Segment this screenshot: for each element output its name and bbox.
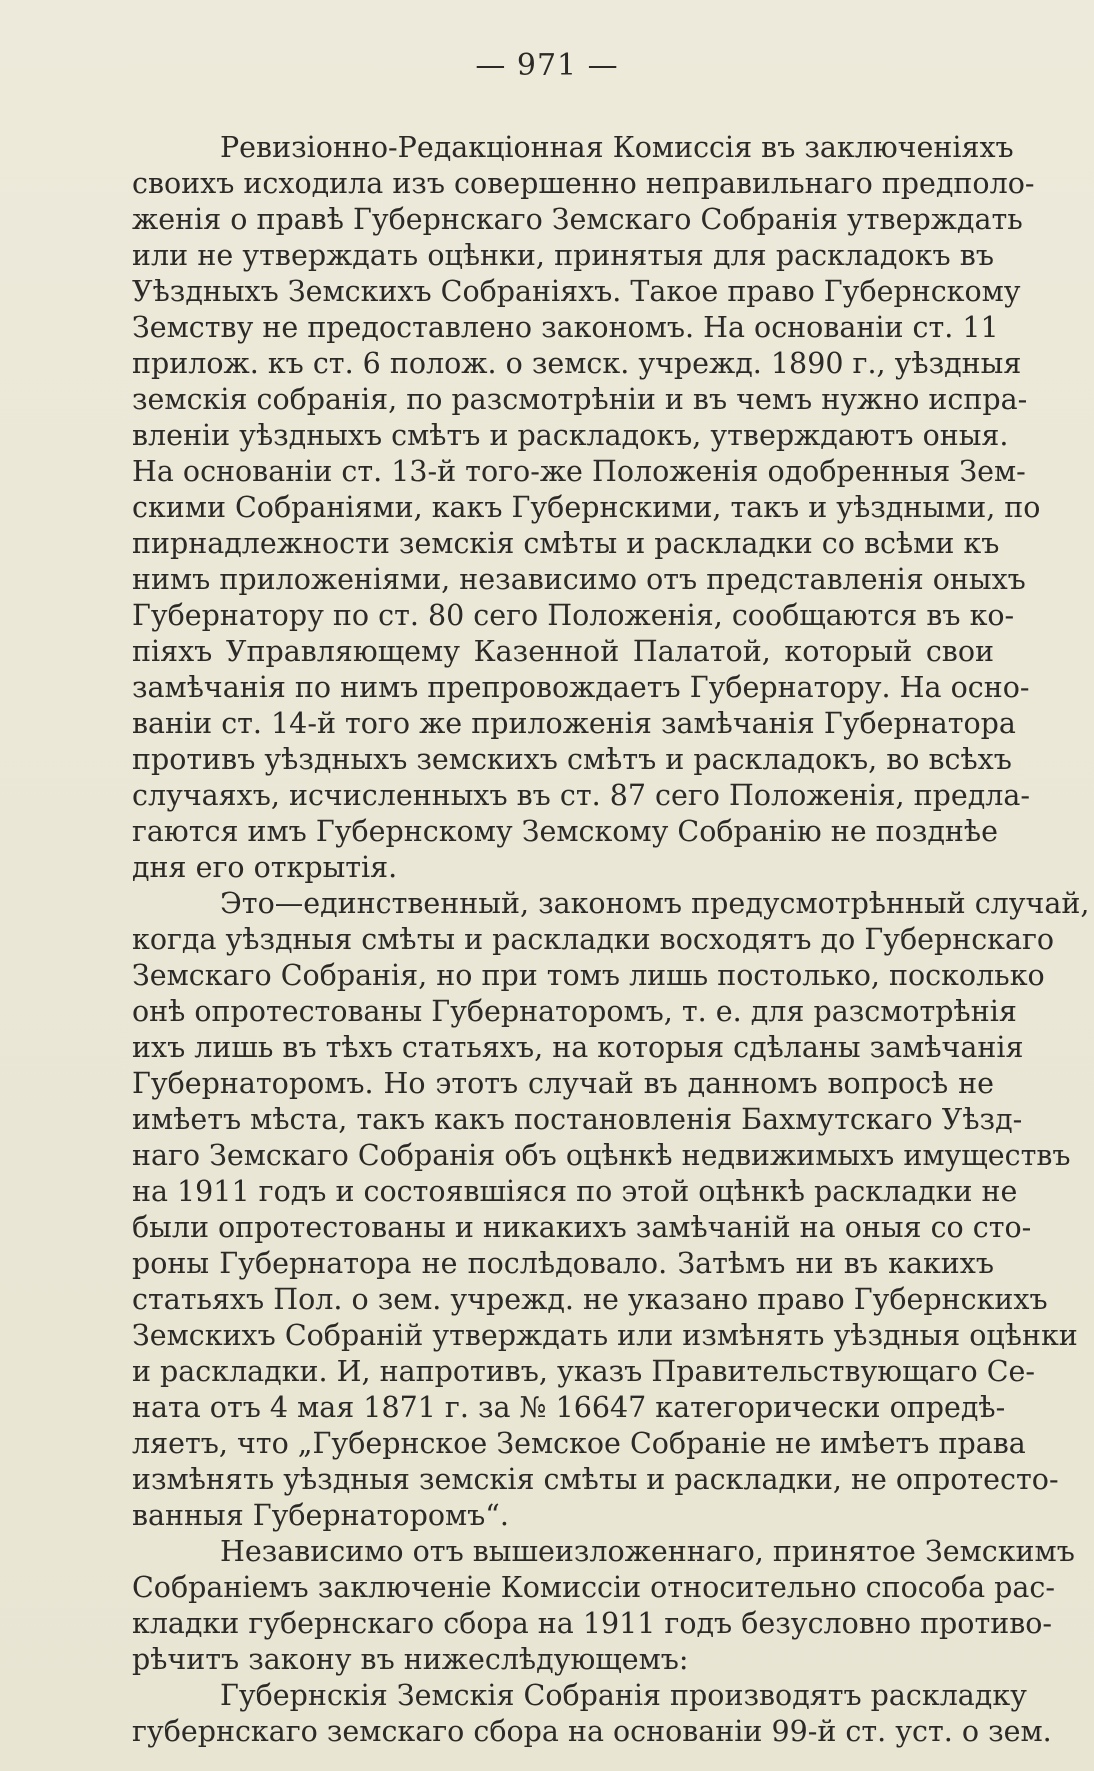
text-line: Земству не предоставлено закономъ. На основаніи ст. 11 xyxy=(132,311,999,344)
text-line: ната отъ 4 мая 1871 г. за № 16647 категорически опредѣ- xyxy=(132,1391,1006,1424)
paragraph-2 xyxy=(44,886,1090,1534)
text-line: и раскладки. И, напротивъ, указъ Правительствующаго Се- xyxy=(132,1355,1036,1388)
text-line: Собраніемъ заключеніе Комиссіи относительно способа рас- xyxy=(132,1571,1055,1604)
text-line: Губернатору по ст. 80 сего Положенія, сообщаются въ ко- xyxy=(132,599,1015,632)
text-line: рѣчитъ закону въ нижеслѣдующемъ: xyxy=(132,1643,689,1676)
text-line: статьяхъ Пол. о зем. учрежд. не указано право Губернскихъ xyxy=(132,1283,1048,1316)
text-line: имѣетъ мѣста, такъ какъ постановленія Бахмутскаго Уѣзд- xyxy=(132,1103,1023,1136)
text-line: Губернскія Земскія Собранія производятъ раскладку xyxy=(220,1679,1027,1712)
text-line: земскія собранія, по разсмотрѣніи и въ чемъ нужно испра- xyxy=(132,383,1028,416)
paragraph-4 xyxy=(44,1678,1052,1750)
text-line: случаяхъ, исчисленныхъ въ ст. 87 сего Положенія, предла- xyxy=(132,779,1030,812)
page-number: — 971 — xyxy=(475,48,619,83)
text-line: измѣнять уѣздныя земскія смѣты и раскладки, не опротесто- xyxy=(132,1463,1059,1496)
text-line: ваніи ст. 14-й того же приложенія замѣчанія Губернатора xyxy=(132,707,1016,740)
text-line: прилож. къ ст. 6 полож. о земск. учрежд. 1890 г., уѣздныя xyxy=(132,347,1022,380)
text-line: скими Собраніями, какъ Губернскими, такъ и уѣздными, по xyxy=(132,491,1041,524)
text-line: губернскаго земскаго сбора на основаніи 99-й ст. уст. о зем. xyxy=(132,1715,1052,1748)
text-line: своихъ исходила изъ совершенно неправильнаго предполо- xyxy=(132,167,1035,200)
text-line: Земскихъ Собраній утверждать или измѣнять уѣздныя оцѣнки xyxy=(132,1319,1078,1352)
text-line: когда уѣздныя смѣты и раскладки восходятъ до Губернскаго xyxy=(132,923,1055,956)
text-line: или не утверждать оцѣнки, принятыя для раскладокъ въ xyxy=(132,239,994,272)
text-line: замѣчанія по нимъ препровождаетъ Губернатору. На осно- xyxy=(132,671,1030,704)
text-line: вленіи уѣздныхъ смѣтъ и раскладокъ, утверждаютъ оныя. xyxy=(132,419,1009,452)
text-line: роны Губернатора не послѣдовало. Затѣмъ ни въ какихъ xyxy=(132,1247,994,1280)
text-line: на 1911 годъ и состоявшіяся по этой оцѣнкѣ раскладки не xyxy=(132,1175,1018,1208)
text-line: были опротестованы и никакихъ замѣчаній на оныя со сто- xyxy=(132,1211,1032,1244)
body-text xyxy=(44,130,1090,1750)
text-line: ихъ лишь въ тѣхъ статьяхъ, на которыя сдѣланы замѣчанія xyxy=(132,1031,1024,1064)
paragraph-1 xyxy=(44,130,1041,886)
text-line: ванныя Губернаторомъ“. xyxy=(132,1499,509,1532)
text-line: На основаніи ст. 13-й того-же Положенія одобренныя Зем- xyxy=(132,455,1026,488)
text-line: нимъ приложеніями, независимо отъ представленія оныхъ xyxy=(132,563,1026,596)
text-line: женія о правѣ Губернскаго Земскаго Собранія утверждать xyxy=(132,203,1023,236)
text-line: ляетъ, что „Губернское Земское Собраніе не имѣетъ права xyxy=(132,1427,1026,1460)
text-line: Это—единственный, закономъ предусмотрѣнный случай, xyxy=(220,887,1090,920)
text-line: Независимо отъ вышеизложеннаго, принятое Земскимъ xyxy=(220,1535,1075,1568)
text-line: Уѣздныхъ Земскихъ Собраніяхъ. Такое право Губернскому xyxy=(132,275,1021,308)
text-line: противъ уѣздныхъ земскихъ смѣтъ и раскладокъ, во всѣхъ xyxy=(132,743,1012,776)
text-line: пирнадлежности земскія смѣты и раскладки со всѣми къ xyxy=(132,527,1000,560)
text-line: Ревизіонно-Редакціонная Комиссія въ заключеніяхъ xyxy=(220,131,1014,164)
text-line: наго Земскаго Собранія объ оцѣнкѣ недвижимыхъ имуществъ xyxy=(132,1139,1071,1172)
text-line: онѣ опротестованы Губернаторомъ, т. е. для разсмотрѣнія xyxy=(132,995,1017,1028)
paragraph-3 xyxy=(44,1534,1075,1678)
text-line: кладки губернскаго сбора на 1911 годъ безусловно противо- xyxy=(132,1607,1053,1640)
text-line: Губернаторомъ. Но этотъ случай въ данномъ вопросѣ не xyxy=(132,1067,994,1100)
text-line: дня его открытія. xyxy=(132,851,398,884)
text-line: гаются имъ Губернскому Земскому Собранію не позднѣе xyxy=(132,815,998,848)
text-line: піяхъ Управляющему Казенной Палатой, который свои xyxy=(132,635,994,668)
text-line: Земскаго Собранія, но при томъ лишь постолько, посколько xyxy=(132,959,1045,992)
